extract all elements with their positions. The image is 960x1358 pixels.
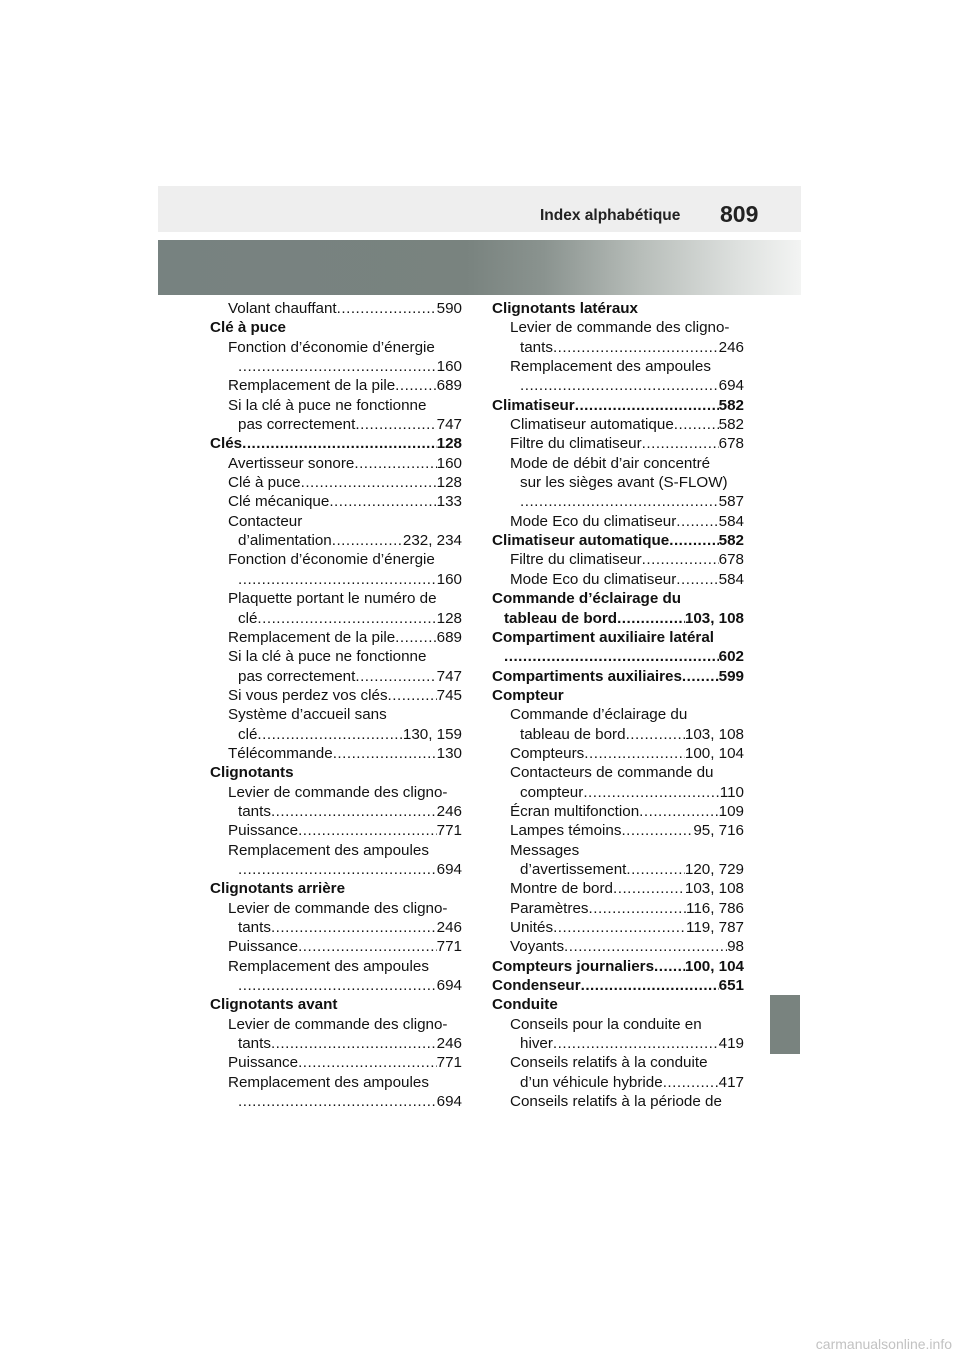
- entry-text: sur les sièges avant (S-FLOW): [520, 474, 728, 492]
- index-entry: [492, 705, 744, 724]
- entry-text: Clés: [210, 435, 243, 453]
- page-reference: 103, 108: [684, 725, 744, 743]
- index-heading: [492, 995, 744, 1014]
- entry-text: Climatiseur automatique: [510, 416, 674, 434]
- entry-text: Conseils relatifs à la conduite: [510, 1054, 708, 1072]
- dot-leader: [329, 492, 436, 511]
- dot-leader: [663, 1073, 719, 1092]
- index-entry: [492, 725, 744, 744]
- page-reference: 745: [436, 686, 462, 704]
- page-reference: 119, 787: [686, 919, 744, 936]
- index-heading: [210, 995, 462, 1014]
- dot-leader: [257, 609, 436, 628]
- index-entry: [210, 821, 462, 840]
- dot-leader: [674, 415, 719, 434]
- dot-leader: [333, 744, 437, 763]
- index-entry: [210, 667, 462, 686]
- entry-text: clé: [238, 609, 258, 627]
- index-entry: [492, 783, 744, 802]
- entry-text: tants: [238, 1035, 271, 1053]
- dot-leader: [553, 1034, 719, 1053]
- entry-text: tableau de bord: [520, 725, 626, 743]
- entry-text: Contacteur: [228, 512, 303, 530]
- entry-text: Système d’accueil sans: [228, 706, 387, 724]
- index-entry: [210, 937, 462, 956]
- dot-leader: [238, 357, 437, 376]
- entry-text: Paramètres: [510, 899, 589, 917]
- entry-text: pas correctement: [238, 416, 356, 434]
- dot-leader: [642, 550, 719, 569]
- index-entry: [492, 376, 744, 395]
- entry-text: Compartiment auxiliaire latéral: [492, 628, 714, 646]
- entry-text: Fonction d’économie d’énergie: [228, 551, 435, 569]
- index-heading: [492, 589, 744, 608]
- dot-leader: [669, 531, 718, 550]
- entry-text: Filtre du climatiseur: [510, 551, 642, 569]
- page-reference: 694: [718, 377, 744, 395]
- index-entry: [210, 957, 462, 976]
- index-entry: [492, 899, 744, 918]
- page-reference: 417: [718, 1073, 744, 1091]
- page-reference: 419: [718, 1035, 744, 1053]
- index-entry: [210, 802, 462, 821]
- entry-text: Mode Eco du climatiseur: [510, 512, 677, 530]
- dot-leader: [682, 667, 719, 686]
- index-entry: [492, 434, 744, 453]
- page-reference: 128: [436, 609, 462, 627]
- index-entry: [210, 299, 462, 318]
- index-heading: [492, 647, 744, 666]
- page-number: 809: [720, 201, 759, 227]
- index-entry: [492, 473, 744, 492]
- entry-text: Compteurs: [510, 744, 585, 762]
- entry-text: pas correctement: [238, 667, 356, 685]
- index-entry: [210, 376, 462, 395]
- dot-leader: [238, 1092, 437, 1111]
- dot-leader: [626, 725, 685, 744]
- index-heading: [492, 396, 744, 415]
- dot-leader: [626, 860, 685, 879]
- section-gradient-band: [158, 240, 801, 295]
- entry-text: Clignotants latéraux: [492, 300, 638, 317]
- page-reference: 599: [718, 667, 744, 685]
- index-entry: [210, 841, 462, 860]
- page-reference: 694: [436, 1093, 462, 1111]
- index-entry: [210, 609, 462, 628]
- page-reference: 651: [718, 977, 744, 995]
- index-entry: [492, 1092, 744, 1111]
- page-reference: 130, 159: [402, 725, 462, 743]
- index-entry: [210, 492, 462, 511]
- entry-text: Commande d’éclairage du: [510, 706, 688, 724]
- entry-text: Télécommande: [228, 744, 333, 762]
- dot-leader: [589, 899, 687, 918]
- entry-text: Mode de débit d’air concentré: [510, 454, 711, 472]
- dot-leader: [298, 821, 437, 840]
- page-reference: 771: [436, 822, 462, 840]
- entry-text: Contacteurs de commande du: [510, 764, 714, 782]
- entry-text: Conduite: [492, 996, 558, 1014]
- page-reference: 747: [436, 416, 462, 434]
- index-entry: [492, 821, 744, 840]
- dot-leader: [355, 415, 436, 434]
- entry-text: tants: [238, 919, 271, 936]
- dot-leader: [654, 957, 685, 976]
- index-entry: [210, 1053, 462, 1072]
- entry-text: Messages: [510, 841, 580, 859]
- dot-leader: [271, 802, 437, 821]
- entry-text: Avertisseur sonore: [228, 454, 355, 472]
- index-entry: [210, 628, 462, 647]
- index-entry: [210, 899, 462, 918]
- entry-text: Remplacement des ampoules: [228, 957, 429, 975]
- dot-leader: [238, 570, 437, 589]
- entry-text: d’avertissement: [520, 860, 627, 878]
- entry-text: Levier de commande des cligno-: [228, 899, 448, 917]
- index-entry: [492, 841, 744, 860]
- page-reference: 584: [718, 512, 744, 530]
- index-heading: [492, 609, 744, 628]
- page-reference: 232, 234: [402, 532, 462, 550]
- index-entry: [492, 318, 744, 337]
- page-reference: 771: [436, 938, 462, 956]
- dot-leader: [642, 434, 719, 453]
- dot-leader: [613, 879, 685, 898]
- dot-leader: [337, 299, 437, 318]
- index-entry: [210, 976, 462, 995]
- page-reference: 582: [718, 416, 744, 434]
- index-heading: [210, 879, 462, 898]
- index-entry: [210, 570, 462, 589]
- entry-text: Clé mécanique: [228, 493, 330, 511]
- page-reference: 602: [718, 648, 744, 666]
- entry-text: hiver: [520, 1035, 553, 1053]
- entry-text: compteur: [520, 783, 584, 801]
- page-reference: 100, 104: [684, 957, 744, 975]
- index-entry: [210, 705, 462, 724]
- index-entry: [210, 647, 462, 666]
- index-entry: [210, 744, 462, 763]
- dot-leader: [395, 628, 437, 647]
- entry-text: Levier de commande des cligno-: [228, 783, 448, 801]
- index-entry: [210, 589, 462, 608]
- dot-leader: [564, 937, 727, 956]
- entry-text: tants: [238, 802, 271, 820]
- dot-leader: [271, 1034, 437, 1053]
- section-side-tab: [770, 995, 800, 1054]
- entry-text: Climatiseur: [492, 396, 575, 414]
- index-entry: [492, 415, 744, 434]
- index-entry: [492, 1015, 744, 1034]
- index-entry: [210, 415, 462, 434]
- page-reference: 98: [727, 938, 744, 956]
- entry-text: Levier de commande des cligno-: [510, 319, 730, 337]
- entry-text: Volant chauffant: [228, 300, 337, 317]
- index-entry: [210, 550, 462, 569]
- page-reference: 103, 108: [684, 609, 744, 627]
- entry-text: Clignotants arrière: [210, 880, 346, 898]
- index-heading: [492, 531, 744, 550]
- index-entry: [210, 1034, 462, 1053]
- entry-text: Clignotants avant: [210, 996, 338, 1014]
- dot-leader: [520, 492, 719, 511]
- dot-leader: [676, 570, 718, 589]
- dot-leader: [242, 434, 437, 453]
- dot-leader: [388, 686, 437, 705]
- entry-text: Remplacement de la pile: [228, 628, 396, 646]
- index-entry: [210, 1015, 462, 1034]
- index-heading: [210, 763, 462, 782]
- index-entry: [492, 1034, 744, 1053]
- index-entry: [210, 531, 462, 550]
- page-reference: 587: [718, 493, 744, 511]
- page-reference: 128: [436, 435, 462, 453]
- page-reference: 100, 104: [684, 744, 744, 762]
- dot-leader: [395, 376, 437, 395]
- dot-leader: [301, 473, 437, 492]
- page-reference: 133: [436, 493, 462, 511]
- dot-leader: [581, 976, 719, 995]
- index-entry: [210, 918, 462, 937]
- index-entry: [210, 357, 462, 376]
- entry-text: Puissance: [228, 938, 299, 956]
- entry-text: Levier de commande des cligno-: [228, 1015, 448, 1033]
- entry-text: Plaquette portant le numéro de: [228, 590, 437, 608]
- entry-text: Si la clé à puce ne fonctionne: [228, 648, 427, 666]
- index-heading: [210, 318, 462, 337]
- index-entry: [210, 338, 462, 357]
- index-entry: [492, 1053, 744, 1072]
- dot-leader: [575, 396, 719, 415]
- index-entry: [492, 454, 744, 473]
- index-entry: [492, 744, 744, 763]
- index-entry: [492, 512, 744, 531]
- dot-leader: [355, 667, 436, 686]
- dot-leader: [298, 1053, 437, 1072]
- index-entry: [210, 396, 462, 415]
- page-reference: 110: [719, 783, 744, 801]
- dot-leader: [354, 454, 436, 473]
- entry-text: tableau de bord: [504, 609, 618, 627]
- dot-leader: [553, 918, 686, 937]
- index-entry: [492, 357, 744, 376]
- index-entry: [492, 763, 744, 782]
- dot-leader: [553, 338, 719, 357]
- entry-text: Puissance: [228, 1054, 299, 1072]
- index-entry: [492, 879, 744, 898]
- page-reference: 694: [436, 860, 462, 878]
- entry-text: Conseils pour la conduite en: [510, 1015, 702, 1033]
- page-reference: 246: [718, 338, 744, 356]
- index-column-right: [492, 299, 744, 1111]
- dot-leader: [238, 976, 437, 995]
- page-reference: 582: [718, 532, 744, 550]
- page-reference: 109: [718, 802, 744, 820]
- dot-leader: [257, 725, 402, 744]
- entry-text: Si la clé à puce ne fonctionne: [228, 396, 427, 414]
- index-entry: [210, 1092, 462, 1111]
- index-entry: [210, 473, 462, 492]
- entry-text: Filtre du climatiseur: [510, 435, 642, 453]
- entry-text: Voyants: [510, 938, 565, 956]
- entry-text: Commande d’éclairage du: [492, 590, 682, 608]
- page-reference: 246: [436, 919, 462, 936]
- page-reference: 116, 786: [686, 899, 744, 917]
- page-reference: 694: [436, 977, 462, 995]
- page-reference: 160: [436, 358, 462, 376]
- index-entry: [492, 338, 744, 357]
- entry-text: Compteur: [492, 686, 564, 704]
- index-heading: [492, 686, 744, 705]
- page-reference: 584: [718, 570, 744, 588]
- index-entry: [210, 725, 462, 744]
- index-entry: [492, 802, 744, 821]
- index-heading: [492, 299, 744, 318]
- page-reference: 678: [718, 551, 744, 569]
- entry-text: Clignotants: [210, 764, 294, 782]
- entry-text: Climatiseur automatique: [492, 532, 670, 550]
- index-heading: [492, 976, 744, 995]
- dot-leader: [504, 647, 719, 666]
- page-reference: 160: [436, 454, 462, 472]
- entry-text: Remplacement des ampoules: [228, 1073, 429, 1091]
- page-reference: 246: [436, 802, 462, 820]
- entry-text: d’alimentation: [238, 532, 332, 550]
- index-entry: [492, 570, 744, 589]
- index-heading: [492, 628, 744, 647]
- entry-text: Écran multifonction: [510, 802, 640, 820]
- index-entry: [210, 860, 462, 879]
- page-reference: 160: [436, 570, 462, 588]
- page-reference: 582: [718, 396, 744, 414]
- page-reference: 103, 108: [684, 880, 744, 898]
- entry-text: Si vous perdez vos clés: [228, 686, 388, 704]
- index-entry: [210, 686, 462, 705]
- entry-text: d’un véhicule hybride: [520, 1073, 663, 1091]
- dot-leader: [520, 376, 719, 395]
- dot-leader: [298, 937, 437, 956]
- index-heading: [492, 957, 744, 976]
- index-heading: [210, 434, 462, 453]
- entry-text: Unités: [510, 919, 554, 936]
- page-header-title: Index alphabétique: [540, 207, 681, 224]
- index-entry: [210, 1073, 462, 1092]
- watermark-text: carmanualsonline.info: [815, 1336, 952, 1352]
- dot-leader: [621, 821, 693, 840]
- entry-text: Remplacement de la pile: [228, 377, 396, 395]
- index-entry: [492, 860, 744, 879]
- entry-text: Conseils relatifs à la période de: [510, 1093, 722, 1111]
- entry-text: Fonction d’économie d’énergie: [228, 338, 435, 356]
- index-entry: [492, 550, 744, 569]
- dot-leader: [676, 512, 718, 531]
- page-reference: 246: [436, 1035, 462, 1053]
- index-entry: [492, 1073, 744, 1092]
- index-entry: [210, 512, 462, 531]
- entry-text: Condenseur: [492, 977, 581, 995]
- dot-leader: [583, 783, 719, 802]
- entry-text: Lampes témoins: [510, 822, 622, 840]
- index-entry: [492, 492, 744, 511]
- dot-leader: [584, 744, 685, 763]
- index-entry: [492, 937, 744, 956]
- page-reference: 590: [436, 300, 462, 317]
- entry-text: Remplacement des ampoules: [510, 358, 711, 376]
- entry-text: Mode Eco du climatiseur: [510, 570, 677, 588]
- entry-text: clé: [238, 725, 258, 743]
- dot-leader: [238, 860, 437, 879]
- entry-text: Clé à puce: [228, 474, 301, 492]
- page-reference: 120, 729: [684, 860, 744, 878]
- page-reference: 128: [436, 474, 462, 492]
- index-column-left: [210, 299, 462, 1111]
- index-entry: [210, 783, 462, 802]
- page-reference: 678: [718, 435, 744, 453]
- index-entry: [492, 918, 744, 937]
- dot-leader: [332, 531, 403, 550]
- dot-leader: [617, 609, 685, 628]
- dot-leader: [639, 802, 719, 821]
- entry-text: Puissance: [228, 822, 299, 840]
- page-reference: 747: [436, 667, 462, 685]
- header-bar: [158, 186, 801, 232]
- entry-text: Montre de bord: [510, 880, 613, 898]
- entry-text: Compteurs journaliers: [492, 957, 655, 975]
- entry-text: tants: [520, 338, 553, 356]
- entry-text: Remplacement des ampoules: [228, 841, 429, 859]
- dot-leader: [271, 918, 437, 937]
- index-entry: [210, 454, 462, 473]
- entry-text: Compartiments auxiliaires: [492, 667, 682, 685]
- entry-text: Clé à puce: [210, 319, 286, 337]
- page-reference: 95, 716: [693, 822, 744, 840]
- index-heading: [492, 667, 744, 686]
- page-reference: 689: [436, 377, 462, 395]
- page-reference: 130: [436, 744, 462, 762]
- page-reference: 771: [436, 1054, 462, 1072]
- page-reference: 689: [436, 628, 462, 646]
